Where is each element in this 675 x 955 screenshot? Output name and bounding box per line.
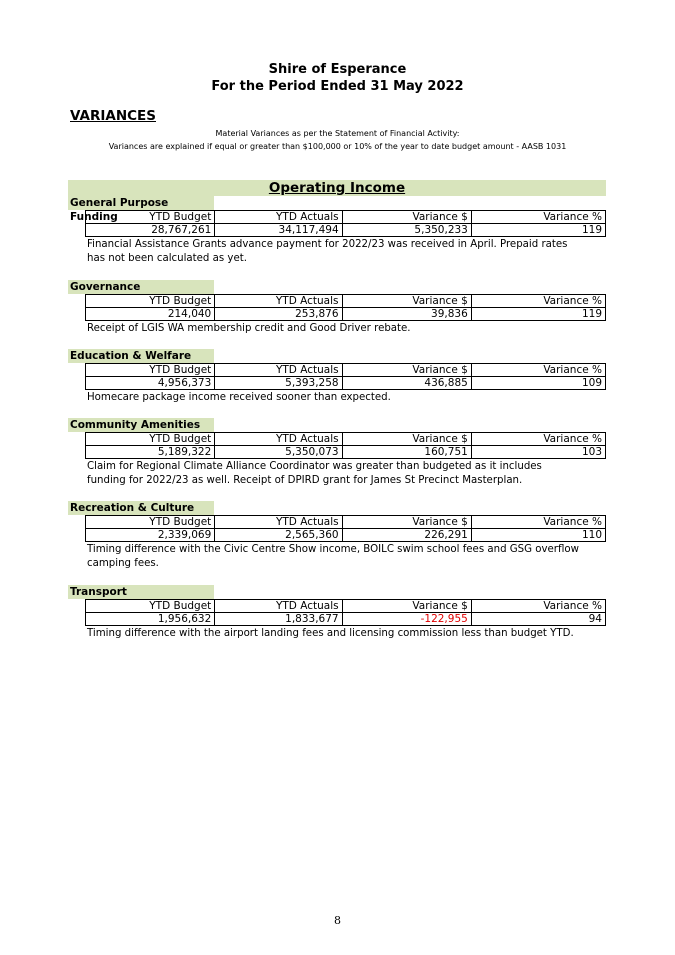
operating-income-label: Operating Income: [268, 180, 406, 196]
section-header: General Purpose Funding: [68, 196, 214, 210]
variance-table: [85, 432, 606, 459]
table-header-row: [86, 600, 606, 613]
comment-line: Homecare package income received sooner than expected.: [87, 392, 391, 403]
variance-table: [85, 294, 606, 321]
variance-pct-value: 103: [471, 446, 605, 459]
ytd-budget-value: 5,189,322: [86, 446, 215, 459]
table-row: [86, 613, 606, 626]
section-recreation-culture: [68, 501, 608, 571]
subtitle-material-variances: Material Variances as per the Statement of Financial Activity:: [215, 129, 460, 138]
col-variance-dollar: Variance $: [342, 295, 471, 308]
ytd-budget-value: 28,767,261: [86, 224, 215, 237]
ytd-actuals-value: 5,393,258: [215, 377, 342, 390]
col-variance-dollar: Variance $: [342, 364, 471, 377]
variance-pct-value: 110: [471, 529, 605, 542]
section-header: Transport: [68, 585, 214, 599]
col-ytd-actuals: YTD Actuals: [215, 516, 342, 529]
table-row: [86, 224, 606, 237]
comment-line: Timing difference with the Civic Centre Show income, BOILC swim school fees and GSG overflow: [87, 544, 579, 555]
section-header: Recreation & Culture: [68, 501, 214, 515]
table-header-row: [86, 364, 606, 377]
col-variance-dollar: Variance $: [342, 433, 471, 446]
col-ytd-actuals: YTD Actuals: [215, 295, 342, 308]
section-governance: [68, 280, 608, 336]
col-ytd-actuals: YTD Actuals: [215, 211, 342, 224]
col-variance-pct: Variance %: [471, 211, 605, 224]
col-ytd-budget: YTD Budget: [86, 211, 215, 224]
variance-table: [85, 363, 606, 390]
col-ytd-actuals: YTD Actuals: [215, 433, 342, 446]
ytd-budget-value: 1,956,632: [86, 613, 215, 626]
comment-line: has not been calculated as yet.: [87, 253, 247, 264]
table-row: [86, 446, 606, 459]
variance-comment: [87, 460, 587, 488]
comment-line: Receipt of LGIS WA membership credit and Good Driver rebate.: [87, 323, 411, 334]
col-variance-dollar: Variance $: [342, 516, 471, 529]
col-ytd-budget: YTD Budget: [86, 600, 215, 613]
section-education-welfare: [68, 349, 608, 405]
table-row: [86, 377, 606, 390]
ytd-actuals-value: 2,565,360: [215, 529, 342, 542]
ytd-actuals-value: 1,833,677: [215, 613, 342, 626]
table-row: [86, 308, 606, 321]
variance-dollar-value: 160,751: [342, 446, 471, 459]
col-variance-dollar: Variance $: [342, 600, 471, 613]
comment-line: funding for 2022/23 as well. Receipt of DPIRD grant for James St Precinct Masterplan.: [87, 475, 523, 486]
section-header: Governance: [68, 280, 214, 294]
section-header: Education & Welfare: [68, 349, 214, 363]
variance-dollar-value: 5,350,233: [342, 224, 471, 237]
col-ytd-budget: YTD Budget: [86, 364, 215, 377]
period-title: For the Period Ended 31 May 2022: [211, 79, 464, 94]
col-variance-dollar: Variance $: [342, 211, 471, 224]
variance-dollar-value: -122,955: [342, 613, 471, 626]
section-transport: [68, 585, 608, 641]
ytd-actuals-value: 5,350,073: [215, 446, 342, 459]
section-community-amenities: [68, 418, 608, 488]
variance-table: [85, 515, 606, 542]
document-title: Shire of Esperance: [268, 62, 407, 77]
col-variance-pct: Variance %: [471, 433, 605, 446]
ytd-budget-value: 2,339,069: [86, 529, 215, 542]
variance-pct-value: 119: [471, 308, 605, 321]
variance-comment: [87, 543, 587, 571]
table-header-row: [86, 433, 606, 446]
variance-comment: [87, 627, 587, 641]
comment-line: Claim for Regional Climate Alliance Coordinator was greater than budgeted as it includes: [87, 461, 542, 472]
col-ytd-budget: YTD Budget: [86, 516, 215, 529]
variances-heading: VARIANCES: [70, 108, 156, 124]
table-header-row: [86, 295, 606, 308]
variance-dollar-value: 226,291: [342, 529, 471, 542]
section-general-purpose-funding: [68, 196, 608, 266]
operating-income-banner: [68, 180, 606, 196]
col-variance-pct: Variance %: [471, 600, 605, 613]
variance-table: [85, 210, 606, 237]
col-variance-pct: Variance %: [471, 516, 605, 529]
col-ytd-budget: YTD Budget: [86, 295, 215, 308]
table-header-row: [86, 211, 606, 224]
subtitle-threshold: Variances are explained if equal or greater than $100,000 or 10% of the year to date budget amount - AASB 1031: [108, 142, 567, 151]
ytd-actuals-value: 34,117,494: [215, 224, 342, 237]
col-ytd-actuals: YTD Actuals: [215, 364, 342, 377]
col-ytd-actuals: YTD Actuals: [215, 600, 342, 613]
comment-line: Financial Assistance Grants advance payment for 2022/23 was received in April. Prepaid rates: [87, 239, 568, 250]
ytd-budget-value: 214,040: [86, 308, 215, 321]
variance-pct-value: 94: [471, 613, 605, 626]
variance-pct-value: 109: [471, 377, 605, 390]
section-header: Community Amenities: [68, 418, 214, 432]
variance-comment: [87, 322, 587, 336]
variance-comment: [87, 238, 587, 266]
table-header-row: [86, 516, 606, 529]
table-row: [86, 529, 606, 542]
variance-table: [85, 599, 606, 626]
col-variance-pct: Variance %: [471, 364, 605, 377]
col-variance-pct: Variance %: [471, 295, 605, 308]
comment-line: camping fees.: [87, 558, 159, 569]
ytd-actuals-value: 253,876: [215, 308, 342, 321]
variance-dollar-value: 39,836: [342, 308, 471, 321]
col-ytd-budget: YTD Budget: [86, 433, 215, 446]
ytd-budget-value: 4,956,373: [86, 377, 215, 390]
variance-pct-value: 119: [471, 224, 605, 237]
variance-comment: [87, 391, 587, 405]
variance-dollar-value: 436,885: [342, 377, 471, 390]
comment-line: Timing difference with the airport landing fees and licensing commission less than budget YTD.: [87, 628, 574, 639]
page-number: 8: [334, 914, 341, 927]
